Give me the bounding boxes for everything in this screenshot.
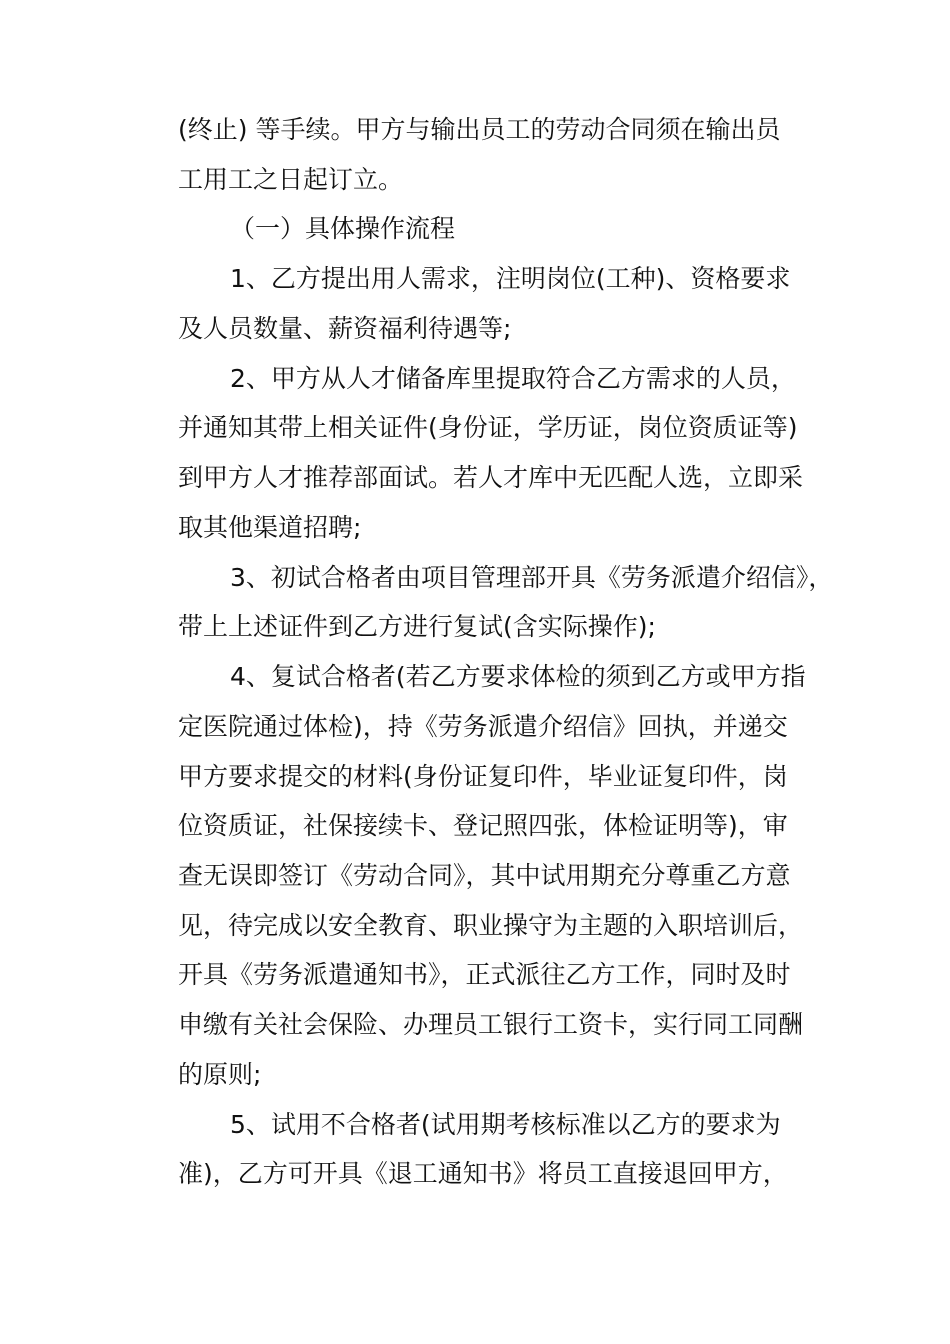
section-heading: （一）具体操作流程 (230, 214, 456, 243)
text-line: 3、初试合格者由项目管理部开具《劳务派遣介绍信》， (230, 563, 834, 592)
text-line: 见，待完成以安全教育、职业操守为主题的入职培训后， (178, 911, 804, 940)
text-line: 1、乙方提出用人需求，注明岗位(工种)、资格要求 (230, 264, 791, 293)
text-line: 并通知其带上相关证件(身份证，学历证，岗位资质证等) (178, 413, 798, 442)
text-line: 定医院通过体检)，持《劳务派遣介绍信》回执，并递交 (178, 712, 788, 741)
text-line: 的原则; (178, 1060, 262, 1089)
text-line: 5、试用不合格者(试用期考核标准以乙方的要求为 (230, 1110, 781, 1139)
text-line: 开具《劳务派遣通知书》，正式派往乙方工作，同时及时 (178, 960, 791, 989)
text-line: 到甲方人才推荐部面试。若人才库中无匹配人选，立即采 (178, 463, 804, 492)
text-line: 工用工之日起订立。 (178, 165, 404, 194)
text-line: (终止) 等手续。甲方与输出员工的劳动合同须在输出员 (178, 115, 781, 144)
text-line: 2、甲方从人才储备库里提取符合乙方需求的人员， (230, 364, 796, 393)
text-line: 查无误即签订《劳动合同》，其中试用期充分尊重乙方意 (178, 861, 791, 890)
text-line: 取其他渠道招聘; (178, 513, 362, 542)
text-line: 及人员数量、薪资福利待遇等; (178, 314, 512, 343)
text-line: 4、复试合格者(若乙方要求体检的须到乙方或甲方指 (230, 662, 806, 691)
text-line: 准)，乙方可开具《退工通知书》将员工直接退回甲方， (178, 1159, 788, 1188)
text-line: 带上上述证件到乙方进行复试(含实际操作); (178, 612, 656, 641)
text-line: 申缴有关社会保险、办理员工银行工资卡，实行同工同酬 (178, 1010, 804, 1039)
text-line: 位资质证，社保接续卡、登记照四张，体检证明等)，审 (178, 811, 788, 840)
text-line: 甲方要求提交的材料(身份证复印件，毕业证复印件，岗 (178, 762, 788, 791)
